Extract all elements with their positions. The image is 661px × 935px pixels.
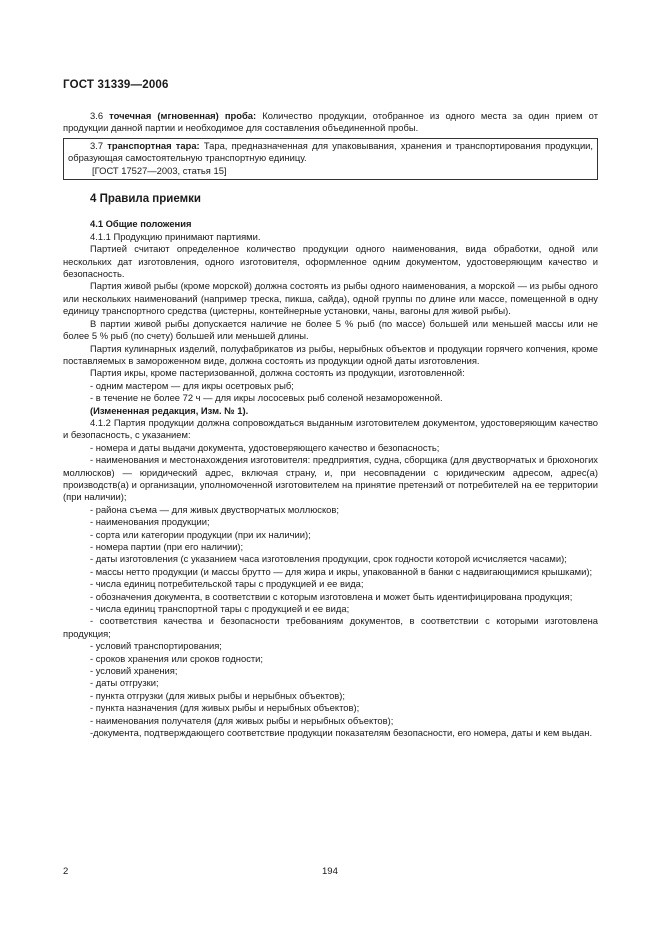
- paragraph: Партия кулинарных изделий, полуфабрикатов из рыбы, нерыбных объектов и продукции горячего копчения, кроме поставляемых в замороженном виде, должна состоять из продукции одной даты изготовления.: [63, 342, 598, 366]
- list-item: - района съема — для живых двустворчатых моллюсков;: [90, 503, 339, 515]
- clause-3-7-text: Тара, предназначенная для упаковывания, хранения и транспортирования продукции, образующая самостоятельную транспортную единицу.: [68, 139, 594, 164]
- list-item: - номера и даты выдачи документа, удостоверяющего качество и безопасность;: [90, 441, 440, 453]
- list-item: - наименования продукции;: [90, 516, 210, 528]
- paragraph: 4.1.1 Продукцию принимают партиями.: [90, 230, 261, 242]
- list-item: - даты отгрузки;: [90, 677, 159, 689]
- list-item: - одним мастером — для икры осетровых рыб;: [90, 379, 294, 391]
- paragraph-group-4-1-2: [63, 417, 598, 740]
- list-item: - номера партии (при его наличии);: [90, 541, 244, 552]
- list-item: - наименования получателя (для живых рыбы и нерыбных объектов);: [90, 714, 394, 726]
- paragraph: 4.1.2 Партия продукции должна сопровождаться выданным изготовителем документом, удостоверяющим качество и безопасность, с указанием:: [63, 416, 598, 441]
- clause-3-6-term: точечная (мгновенная) проба:: [109, 110, 257, 121]
- clause-3-6: [63, 110, 598, 135]
- list-item: - пункта отгрузки (для живых рыбы и нерыбных объектов);: [90, 689, 345, 701]
- paragraph: Партия живой рыбы (кроме морской) должна состоять из рыбы одного наименования, а морской — из рыбы одного или нескольких наименований (например треска, пикша, сайда), одной группы по длине или массе, помещенной в одну единицу транспортного средства (цистерны, контейнерные установки, чаны, вагоны для живой рыбы).: [63, 280, 598, 317]
- clause-3-7-term: транспортная тара:: [107, 139, 200, 151]
- paragraph: Партией считают определенное количество продукции одного наименования, вида обработки, одной или нескольких дат изготовления, одного изготовителя, оформленное одним документом, удостоверяющим качество и безопасность.: [63, 243, 598, 280]
- clause-3-7-reference: [ГОСТ 17527—2003, статья 15]: [92, 164, 227, 176]
- clause-3-7: [68, 140, 593, 165]
- document-body: [63, 110, 598, 740]
- clause-3-6-number: 3.6: [90, 110, 104, 121]
- clause-3-7-number: 3.7: [90, 139, 104, 151]
- page-number: 2: [63, 866, 69, 877]
- list-item: - пункта назначения (для живых рыбы и нерыбных объектов);: [90, 702, 360, 714]
- document-header: ГОСТ 31339—2006: [63, 79, 169, 91]
- list-item: - числа единиц потребительской тары с продукцией и ее вида;: [90, 578, 364, 590]
- list-item: - массы нетто продукции (и массы брутто — для жира и икры, упакованной в банки с надвигающимися крышками);: [90, 565, 593, 577]
- folio-number: 194: [322, 866, 338, 877]
- list-item: - обозначения документа, в соответствии с которым изготовлена и может быть идентифицирована продукция;: [90, 590, 573, 602]
- paragraph: Партия икры, кроме пастеризованной, должна состоять из продукции, изготовленной:: [90, 367, 465, 379]
- list-item: - соответствия качества и безопасности требованиям документов, в соответствии с которыми изготовлена продукция;: [63, 615, 598, 639]
- list-item: - числа единиц транспортной тары с продукцией и ее вида;: [90, 603, 350, 615]
- amendment-note: (Измененная редакция, Изм. № 1).: [90, 404, 249, 416]
- list-item: - условий транспортирования;: [90, 640, 222, 652]
- list-item: - сроков хранения или сроков годности;: [90, 652, 264, 664]
- list-item: - сорта или категории продукции (при их наличии);: [90, 528, 311, 540]
- list-item: - в течение не более 72 ч — для икры лососевых рыб соленой незамороженной.: [90, 392, 443, 404]
- clause-3-6-text: Количество продукции, отобранное из одного места за один прием от продукции данной партии и необходимое для составления объединенной пробы.: [63, 110, 598, 134]
- list-item: - условий хранения;: [90, 665, 178, 677]
- list-item: -документа, подтверждающего соответствие продукции показателям безопасности, его номера, даты и кем выдан.: [90, 727, 593, 739]
- list-item: - даты изготовления (с указанием часа изготовления продукции, срок годности которой исчисляется часами);: [90, 553, 567, 565]
- framed-definition-3-7: [63, 138, 598, 180]
- paragraph-group-4-1-1: [63, 231, 598, 405]
- paragraph: В партии живой рыбы допускается наличие не более 5 % рыб (по массе) большей или меньшей массы или не более 5 % рыб (по счету) большей или меньшей длины.: [63, 317, 598, 342]
- subsection-4-1-title: 4.1 Общие положения: [90, 218, 192, 230]
- list-item: - наименования и местонахождения изготовителя: предприятия, судна, сборщика (для двустворчатых и брюхоногих моллюсков) — юридический адрес, включая страну, и, при несовпадении с юридическим адресом, адрес(а) производств(а) и организации, уполномоченной изготовителем на принятие претензий от потребителей на ее территории (при наличии);: [63, 454, 598, 503]
- section-4-title: 4 Правила приемки: [90, 193, 201, 206]
